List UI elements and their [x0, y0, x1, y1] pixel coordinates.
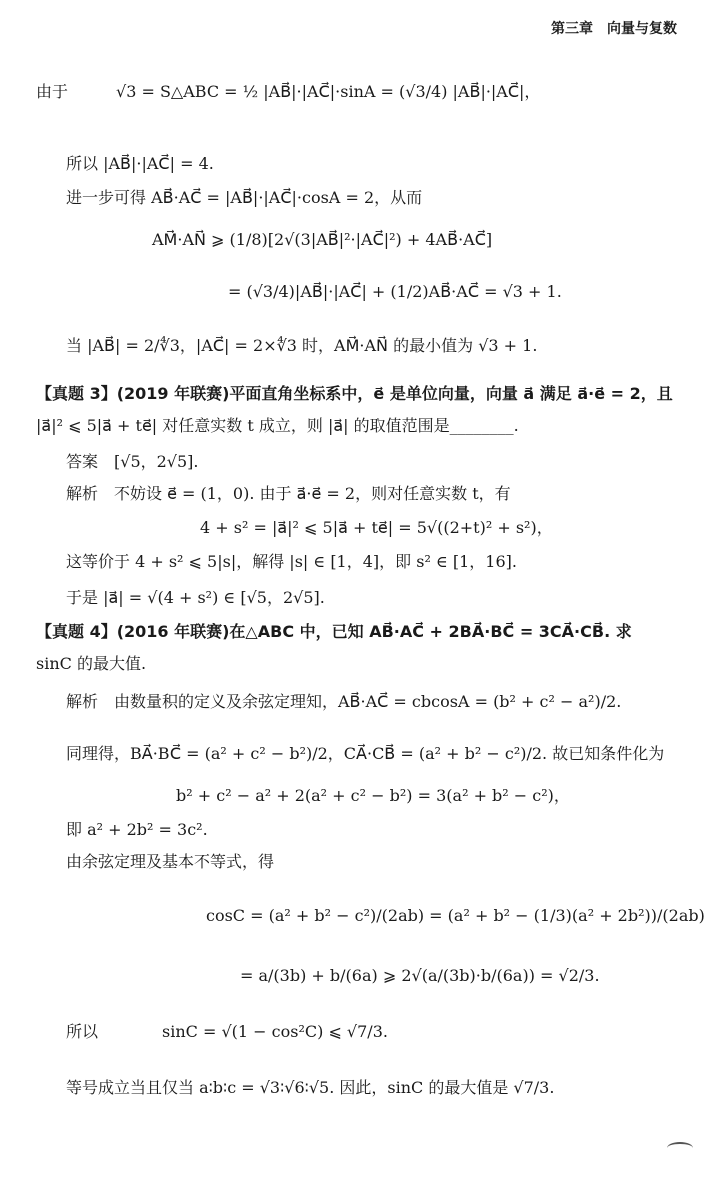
text-line: 即 a² + 2b² = 3c². [66, 820, 208, 839]
text-line: 等号成立当且仅当 a∶b∶c = √3∶√6∶√5. 因此，sinC 的最大值是 √7/3. [66, 1078, 555, 1097]
page-curl-icon [667, 1142, 693, 1154]
problem-3-heading: 【真题 3】(2019 年联赛)平面直角坐标系中，e⃗ 是单位向量，向量 a⃗ 满足 a⃗·e⃗ = 2，且 [36, 384, 673, 403]
math-line: cosC = (a² + b² − c²)/(2ab) = (a² + b² − (1/3)(a² + 2b²))/(2ab) [206, 906, 705, 925]
text-line: 于是 |a⃗| = √(4 + s²) ∈ [√5，2√5]. [66, 588, 325, 607]
text-line: 由余弦定理及基本不等式，得 [66, 852, 275, 871]
math-line: 4 + s² = |a⃗|² ⩽ 5|a⃗ + te⃗| = 5√((2+t)² + s²)， [200, 518, 553, 537]
math-line: b² + c² − a² + 2(a² + c² − b²) = 3(a² + b² − c²)， [176, 786, 570, 805]
text-line: 由于 √3 = S△ABC = ½ |AB⃗|·|AC⃗|·sinA = (√3/4) |AB⃗|·|AC⃗|， [36, 82, 541, 101]
text-line: 进一步可得 AB⃗·AC⃗ = |AB⃗|·|AC⃗|·cosA = 2，从而 [66, 188, 423, 207]
answer-line: 答案 [√5，2√5]. [66, 452, 199, 471]
problem-4-heading: 【真题 4】(2016 年联赛)在△ABC 中，已知 AB⃗·AC⃗ + 2BA⃗·BC⃗ = 3CA⃗·CB⃗. 求 [36, 622, 632, 641]
text-line: 同理得，BA⃗·BC⃗ = (a² + c² − b²)/2，CA⃗·CB⃗ = (a² + b² − c²)/2. 故已知条件化为 [66, 744, 665, 763]
text-line: 所以 sinC = √(1 − cos²C) ⩽ √7/3. [66, 1022, 388, 1041]
math-line: = a/(3b) + b/(6a) ⩾ 2√(a/(3b)·b/(6a)) = √2/3. [240, 966, 600, 985]
solution-line: 解析 不妨设 e⃗ = (1，0). 由于 a⃗·e⃗ = 2，则对任意实数 t，有 [66, 484, 511, 503]
text-line: 当 |AB⃗| = 2/∜3，|AC⃗| = 2×∜3 时，AM⃗·AN⃗ 的最小值为 √3 + 1. [66, 336, 538, 355]
text-line: |a⃗|² ⩽ 5|a⃗ + te⃗| 对任意实数 t 成立，则 |a⃗| 的取值范围是________. [36, 416, 519, 435]
solution-line: 解析 由数量积的定义及余弦定理知，AB⃗·AC⃗ = cbcosA = (b² + c² − a²)/2. [66, 692, 622, 711]
text-line: 这等价于 4 + s² ⩽ 5|s|，解得 |s| ∈ [1，4]，即 s² ∈ [1，16]. [66, 552, 517, 571]
text-line: 所以 |AB⃗|·|AC⃗| = 4. [66, 154, 214, 173]
math-line: = (√3/4)|AB⃗|·|AC⃗| + (1/2)AB⃗·AC⃗ = √3 + 1. [228, 282, 562, 301]
math-line: AM⃗·AN⃗ ⩾ (1/8)[2√(3|AB⃗|²·|AC⃗|²) + 4AB⃗·AC⃗] [152, 230, 493, 249]
text-line: sinC 的最大值. [36, 654, 147, 673]
chapter-header: 第三章 向量与复数 [551, 21, 677, 37]
